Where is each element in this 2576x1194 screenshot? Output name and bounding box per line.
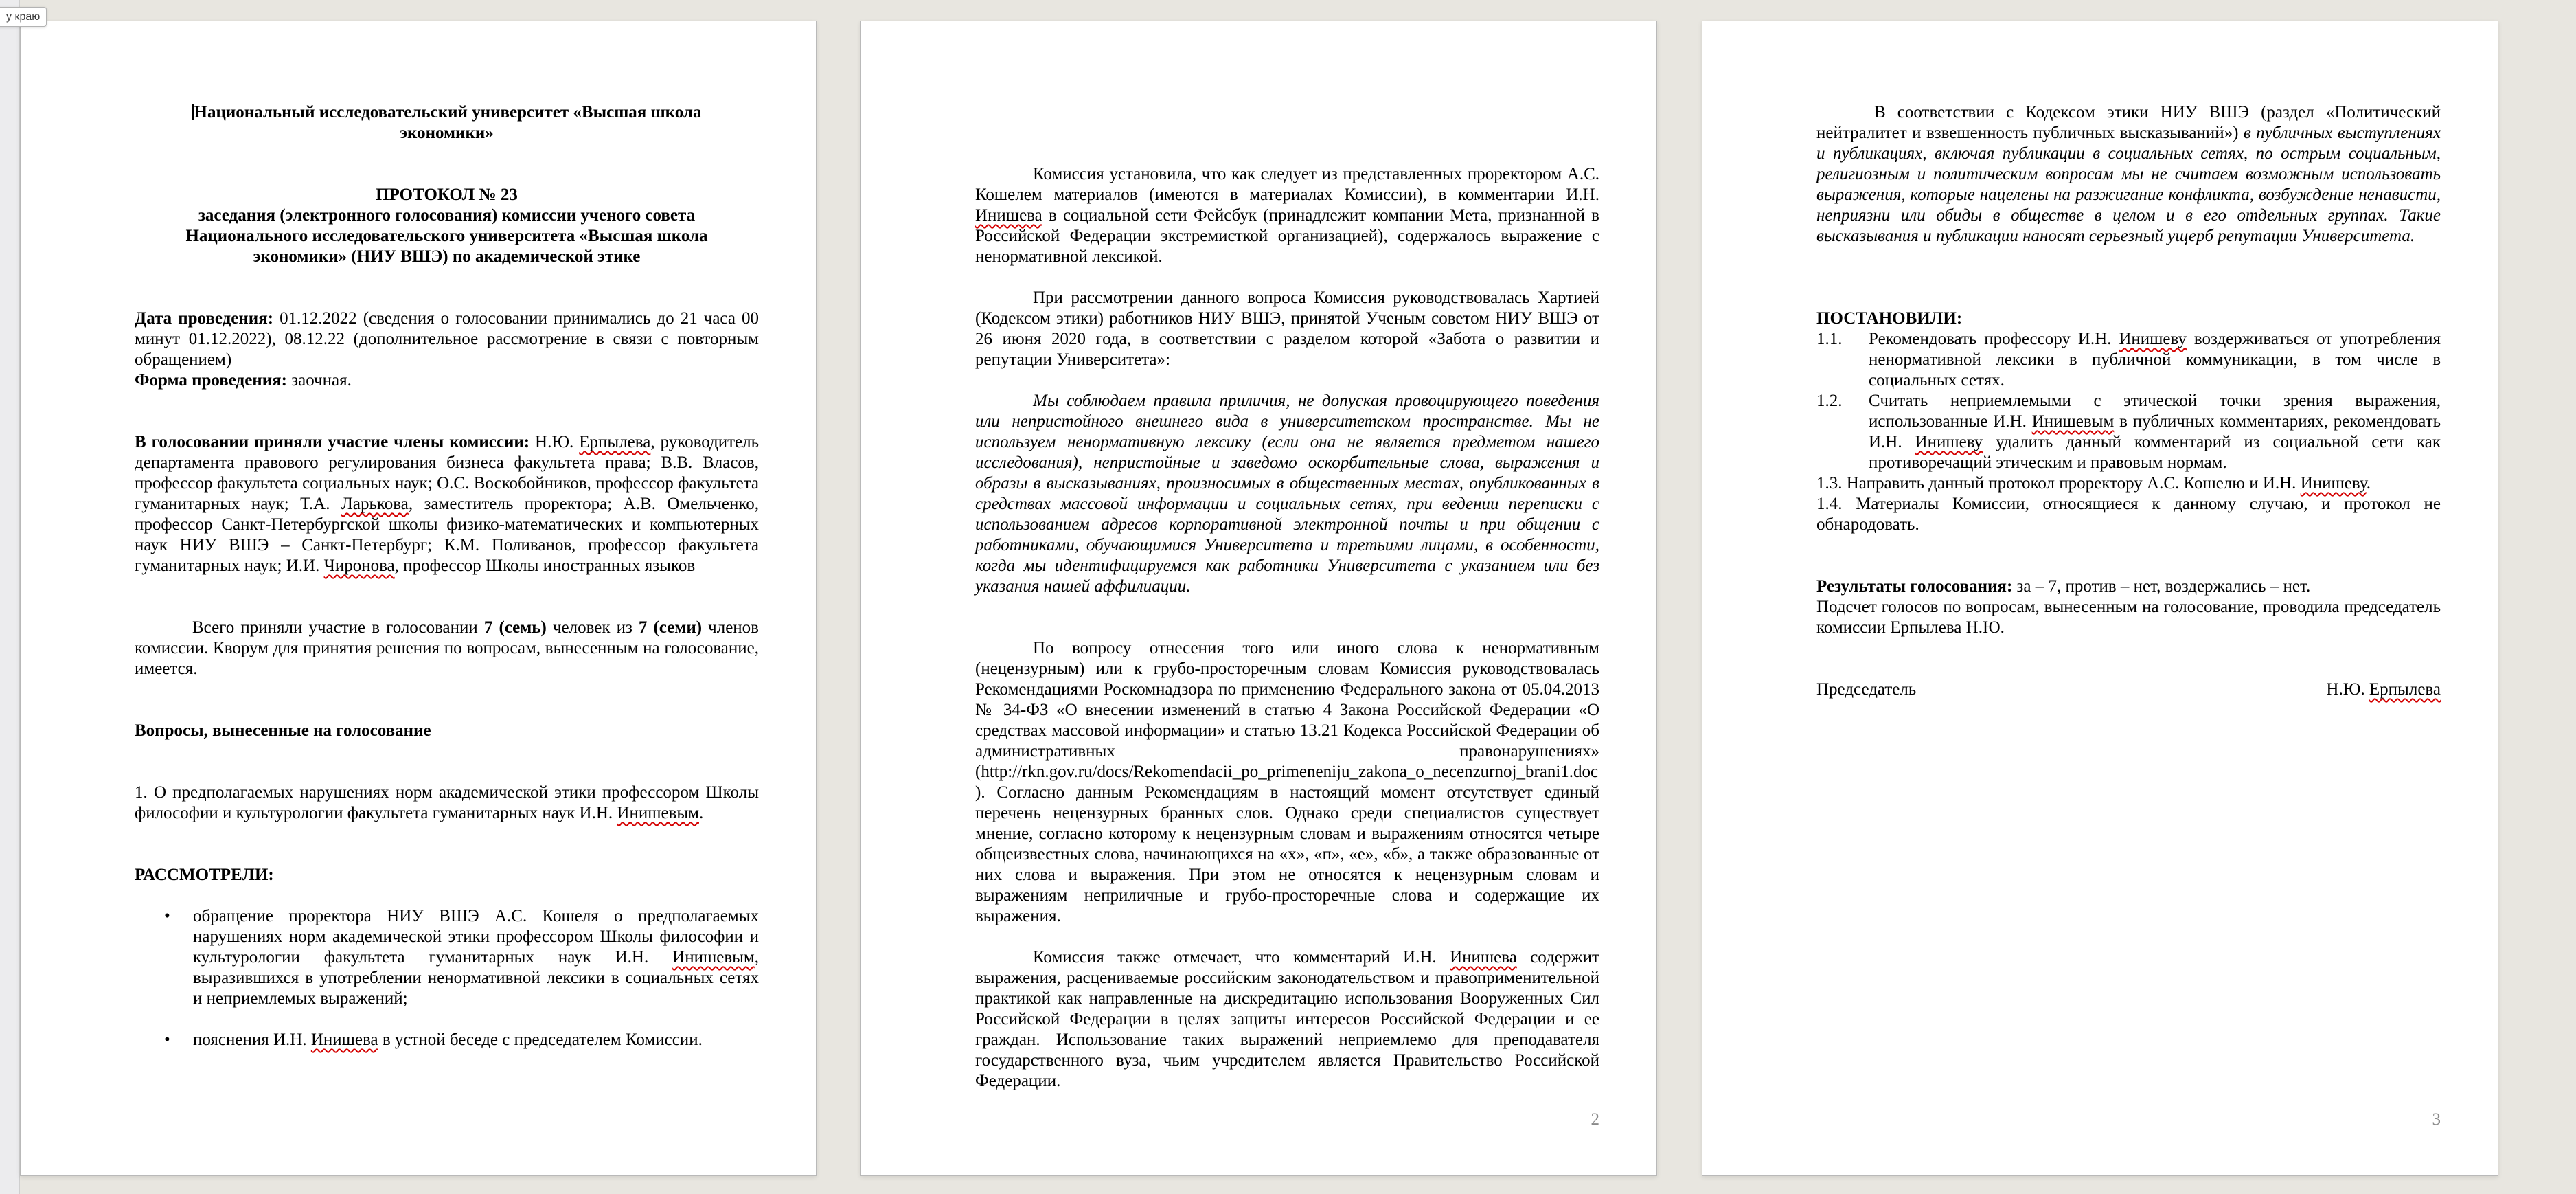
item-number: 1.2. xyxy=(1816,392,1843,410)
misspelled-word: Инишеву xyxy=(2119,330,2187,348)
text-run: . xyxy=(698,804,704,822)
paragraph xyxy=(135,370,759,391)
document-page-1[interactable] xyxy=(20,21,817,1176)
page-number: 3 xyxy=(2432,1110,2441,1129)
spacer xyxy=(975,370,1599,391)
misspelled-word: Инишевым xyxy=(672,948,755,967)
text-run: заочная. xyxy=(291,371,352,390)
spacer xyxy=(135,741,759,782)
text-run: Подсчет голосов по вопросам, вынесенным на голосование, проводила председатель комиссии Ерпылева Н.Ю. xyxy=(1816,598,2441,637)
document-page-2[interactable] xyxy=(860,21,1657,1176)
misspelled-word: Инишева xyxy=(975,206,1042,225)
text-run: членов комиссии. Кворум для принятия решения по вопросам, вынесенным на голосование, имеется. xyxy=(135,618,759,678)
text-run: В соответствии с Кодексом этики НИУ ВШЭ (раздел «Политический нейтралитет и взвешенность публичных высказываний») xyxy=(1816,103,2441,142)
text-run: содержит выражения, расцениваемые российским законодательством и правоприменительной практикой как направленные на дискредитацию использования Вооруженных Сил Российской Федерации в целях защиты интересов Российской Федерации и ее граждан. Использование таких выражений неприемлемо для преподавателя государственного вуза, чьим учредителем является Правительство Российской Федерации. xyxy=(975,948,1599,1090)
spacer xyxy=(135,1009,759,1030)
text-run: Результаты голосования: xyxy=(1816,577,2017,596)
spacer xyxy=(1816,535,2441,576)
text-run: Н.Ю. xyxy=(535,433,580,451)
section-heading xyxy=(1816,308,2441,329)
misspelled-word: Инишева xyxy=(310,1030,378,1049)
spacer xyxy=(1816,638,2441,679)
misspelled-word: Ларькова xyxy=(341,495,409,513)
paragraph xyxy=(135,308,759,370)
alignment-tooltip-label: у краю xyxy=(6,10,41,23)
signature-name xyxy=(2326,679,2441,700)
spacer xyxy=(135,679,759,721)
document-title xyxy=(172,102,722,144)
text-run: Дата проведения: xyxy=(135,309,280,328)
paragraph xyxy=(1816,494,2441,535)
signature-role xyxy=(1816,679,1916,700)
text-run: в публичных выступлениях и публикациях, включая публикации в социальных сетях, по острым социальным, религиозным и политическим вопросам мы не считаем возможным использовать выражения, которые нацелены на разжигание конфликта, возбуждение ненависти, неприязни или обиды в обществе в целом и в его отдельных группах. Такие высказывания и публикации наносят серьезный ущерб репутации Университета. xyxy=(1816,124,2441,245)
text-run: Председатель xyxy=(1816,680,1917,699)
heading-centered xyxy=(172,205,722,267)
bullet-item xyxy=(135,906,759,1009)
paragraph xyxy=(975,391,1599,597)
paragraph xyxy=(135,618,759,679)
paragraph xyxy=(975,288,1599,370)
spacer xyxy=(135,824,759,865)
text-run: , профессор Школы иностранных языков xyxy=(394,556,696,575)
text-run: за – 7, против – нет, воздержались – нет. xyxy=(2016,577,2311,596)
text-run: Мы соблюдаем правила приличия, не допуская провоцирующего поведения или непристойного внешнего вида в университетском пространстве. Мы не используем ненормативную лексику (если она не является предметом нашего исследования), непристойные и заведомо оскорбительные слова, выражения и образы в высказываниях, произносимых в общественных местах, опубликованных в средствах массовой информации и социальных сетях, при ведении переписки с использованием адресов корпоративной электронной почты и при общении с работниками, обучающимися Университета и третьими лицами, в особенности, когда мы идентифицируемся как работники Университета с указанием или без указания нашей аффилиации. xyxy=(975,392,1599,596)
spacer xyxy=(135,576,759,618)
paragraph xyxy=(135,782,759,824)
misspelled-word: Инишевым xyxy=(617,804,699,822)
spacer xyxy=(135,886,759,906)
text-run: Комиссия установила, что как следует из представленных проректором А.С. Кошелем материалов (имеются в материалах Комиссии), в комментарии И.Н. xyxy=(975,165,1599,204)
spacer xyxy=(975,597,1599,638)
numbered-item xyxy=(1816,391,2441,473)
misspelled-word: Инишевым xyxy=(2031,412,2115,431)
left-panel-edge xyxy=(0,0,20,1194)
spacer xyxy=(975,267,1599,288)
text-run: 01.12.2022 (сведения о голосовании принимались до 21 часа 00 минут 01.12.2022), 08.12.22 (дополнительное рассмотрение в связи с повторным обращением) xyxy=(135,309,759,369)
paragraph xyxy=(1816,576,2441,597)
misspelled-word: Инишеву xyxy=(2300,474,2367,493)
text-run: Рекомендовать профессору И.Н. xyxy=(1869,330,2119,348)
text-run: ПРОТОКОЛ № 23 xyxy=(376,185,518,204)
text-run: . xyxy=(2366,474,2371,493)
text-run: Вопросы, вынесенные на голосование xyxy=(135,721,431,740)
paragraph xyxy=(975,638,1599,927)
text-run: В голосовании приняли участие члены комиссии: xyxy=(135,433,536,451)
spacer xyxy=(1816,247,2441,308)
text-run: РАССМОТРЕЛИ: xyxy=(135,866,274,884)
paragraph xyxy=(975,947,1599,1092)
text-run: в публичных комментариях, рекомендовать И.Н. xyxy=(1869,412,2441,451)
spacer xyxy=(135,267,759,308)
text-run: 1. О предполагаемых нарушениях норм академической этики профессором Школы философии и культурологии факультета гуманитарных наук И.Н. xyxy=(135,783,759,822)
misspelled-word: Инишева xyxy=(1450,948,1517,967)
text-run: 1.4. Материалы Комиссии, относящиеся к данному случаю, и протокол не обнародовать. xyxy=(1816,495,2441,534)
text-cursor xyxy=(192,104,194,120)
spacer xyxy=(975,102,1599,164)
spacer xyxy=(135,144,759,185)
misspelled-word: Ерпылева xyxy=(2369,680,2441,699)
text-run: воздерживаться от употребления ненормативной лексики в публичной коммуникации, в том числе в социальных сетях. xyxy=(1869,330,2441,390)
text-run: , руководитель департамента правового регулирования бизнеса факультета права; В.В. Власов, профессор факультета социальных наук; О.С. Воскобойников, профессор факультета гуманитарных наук; Т.А. xyxy=(135,433,759,513)
text-run: в социальной сети Фейсбук (принадлежит компании Мета, признанной в Российской Федерации экстремисткой организацией), содержалось выражение с ненормативной лексикой. xyxy=(975,206,1599,266)
bullet-icon: • xyxy=(164,907,170,925)
paragraph xyxy=(135,432,759,576)
text-run: пояснения И.Н. xyxy=(193,1030,311,1049)
misspelled-word: Инишеву xyxy=(1915,433,1983,451)
text-run: в устной беседе с председателем Комиссии. xyxy=(378,1030,703,1049)
text-run: удалить данный комментарий из социальной сети как противоречащий этическим и правовым нормам. xyxy=(1869,433,2441,472)
text-run: 1.3. Направить данный протокол проректору А.С. Кошелю и И.Н. xyxy=(1816,474,2301,493)
text-run: 7 (семи) xyxy=(638,618,703,637)
text-run: По вопросу отнесения того или иного слова к ненормативным (нецензурным) или к грубо-просторечным словам Комиссия руководствовалась Рекомендациями Роскомнадзора по применению Федерального закона от 05.04.2013 № 34-ФЗ «О внесении изменений в статью 4 Закона Российской Федерации «О средствах массовой информации» и статью 13.21 Кодекса Российской Федерации об административных правонарушениях» (http://rkn.gov.ru/docs/Rekomendacii_po_primeneniju_zakona_o_necenzurnoj_brani1.doc). Согласно данным Рекомендациям в настоящий момент отсутствует единый перечень нецензурных бранных слов. Однако среди специалистов существует мнение, согласно которому к нецензурным словам и выражениям относятся четыре общеизвестных слова, начинающихся на «х», «п», «е», «б», а также образованные от них слова и выражения. При этом не относятся к нецензурным словам и выражениям неприличные и грубо-просторечные слова и содержащие их выражения. xyxy=(975,639,1599,925)
item-number: 1.1. xyxy=(1816,330,1843,348)
section-heading xyxy=(135,865,759,886)
text-run: Н.Ю. xyxy=(2326,680,2369,699)
page-number: 2 xyxy=(1591,1110,1599,1129)
text-run: Всего приняли участие в голосовании xyxy=(192,618,484,637)
text-run: обращение проректора НИУ ВШЭ А.С. Кошеля о предполагаемых нарушениях норм академической этики профессором Школы философии и культурологии факультета гуманитарных наук И.Н. xyxy=(193,907,759,967)
signature-row xyxy=(1816,679,2441,700)
bullet-item xyxy=(135,1030,759,1050)
section-heading xyxy=(135,721,759,741)
text-run: , выразившихся в употреблении ненормативной лексики в социальных сетях и неприемлемых выражений; xyxy=(193,948,759,1008)
paragraph xyxy=(1816,597,2441,638)
text-run: человек из xyxy=(546,618,639,637)
alignment-tooltip xyxy=(0,7,47,27)
bullet-icon: • xyxy=(164,1030,170,1049)
text-run: При рассмотрении данного вопроса Комиссия руководствовалась Хартией (Кодексом этики) работников НИУ ВШЭ, принятой Ученым советом НИУ ВШЭ от 26 июня 2020 года, в соответствии с разделом которой «Забота о развитии и репутации Университета»: xyxy=(975,289,1599,369)
text-run: ПОСТАНОВИЛИ: xyxy=(1816,309,1963,328)
spacer xyxy=(975,927,1599,947)
text-run: , заместитель проректора; А.В. Омельченко, профессор Санкт-Петербургской школы физико-математических и компьютерных наук НИУ ВШЭ – Санкт-Петербург; К.М. Поливанов, профессор факультета гуманитарных наук; И.И. xyxy=(135,495,759,575)
paragraph xyxy=(1816,102,2441,247)
document-page-3[interactable] xyxy=(1702,21,2498,1176)
misspelled-word: Чиронова xyxy=(323,556,395,575)
text-run: Форма проведения: xyxy=(135,371,292,390)
paragraph xyxy=(1816,473,2441,494)
text-run: заседания (электронного голосования) комиссии ученого совета Национального исследовательского университета «Высшая школа экономики» (НИУ ВШЭ) по академической этике xyxy=(185,206,708,266)
numbered-item xyxy=(1816,329,2441,391)
misspelled-word: Ерпылева xyxy=(579,433,651,451)
spacer xyxy=(135,391,759,432)
heading-centered xyxy=(135,185,759,205)
text-run: Национальный исследовательский университет «Высшая школа экономики» xyxy=(194,103,702,142)
paragraph xyxy=(975,164,1599,267)
text-run: Считать неприемлемыми с этической точки зрения выражения, использованные И.Н. xyxy=(1869,392,2441,431)
text-run: 7 (семь) xyxy=(483,618,547,637)
text-run: Комиссия также отмечает, что комментарий И.Н. xyxy=(1033,948,1450,967)
